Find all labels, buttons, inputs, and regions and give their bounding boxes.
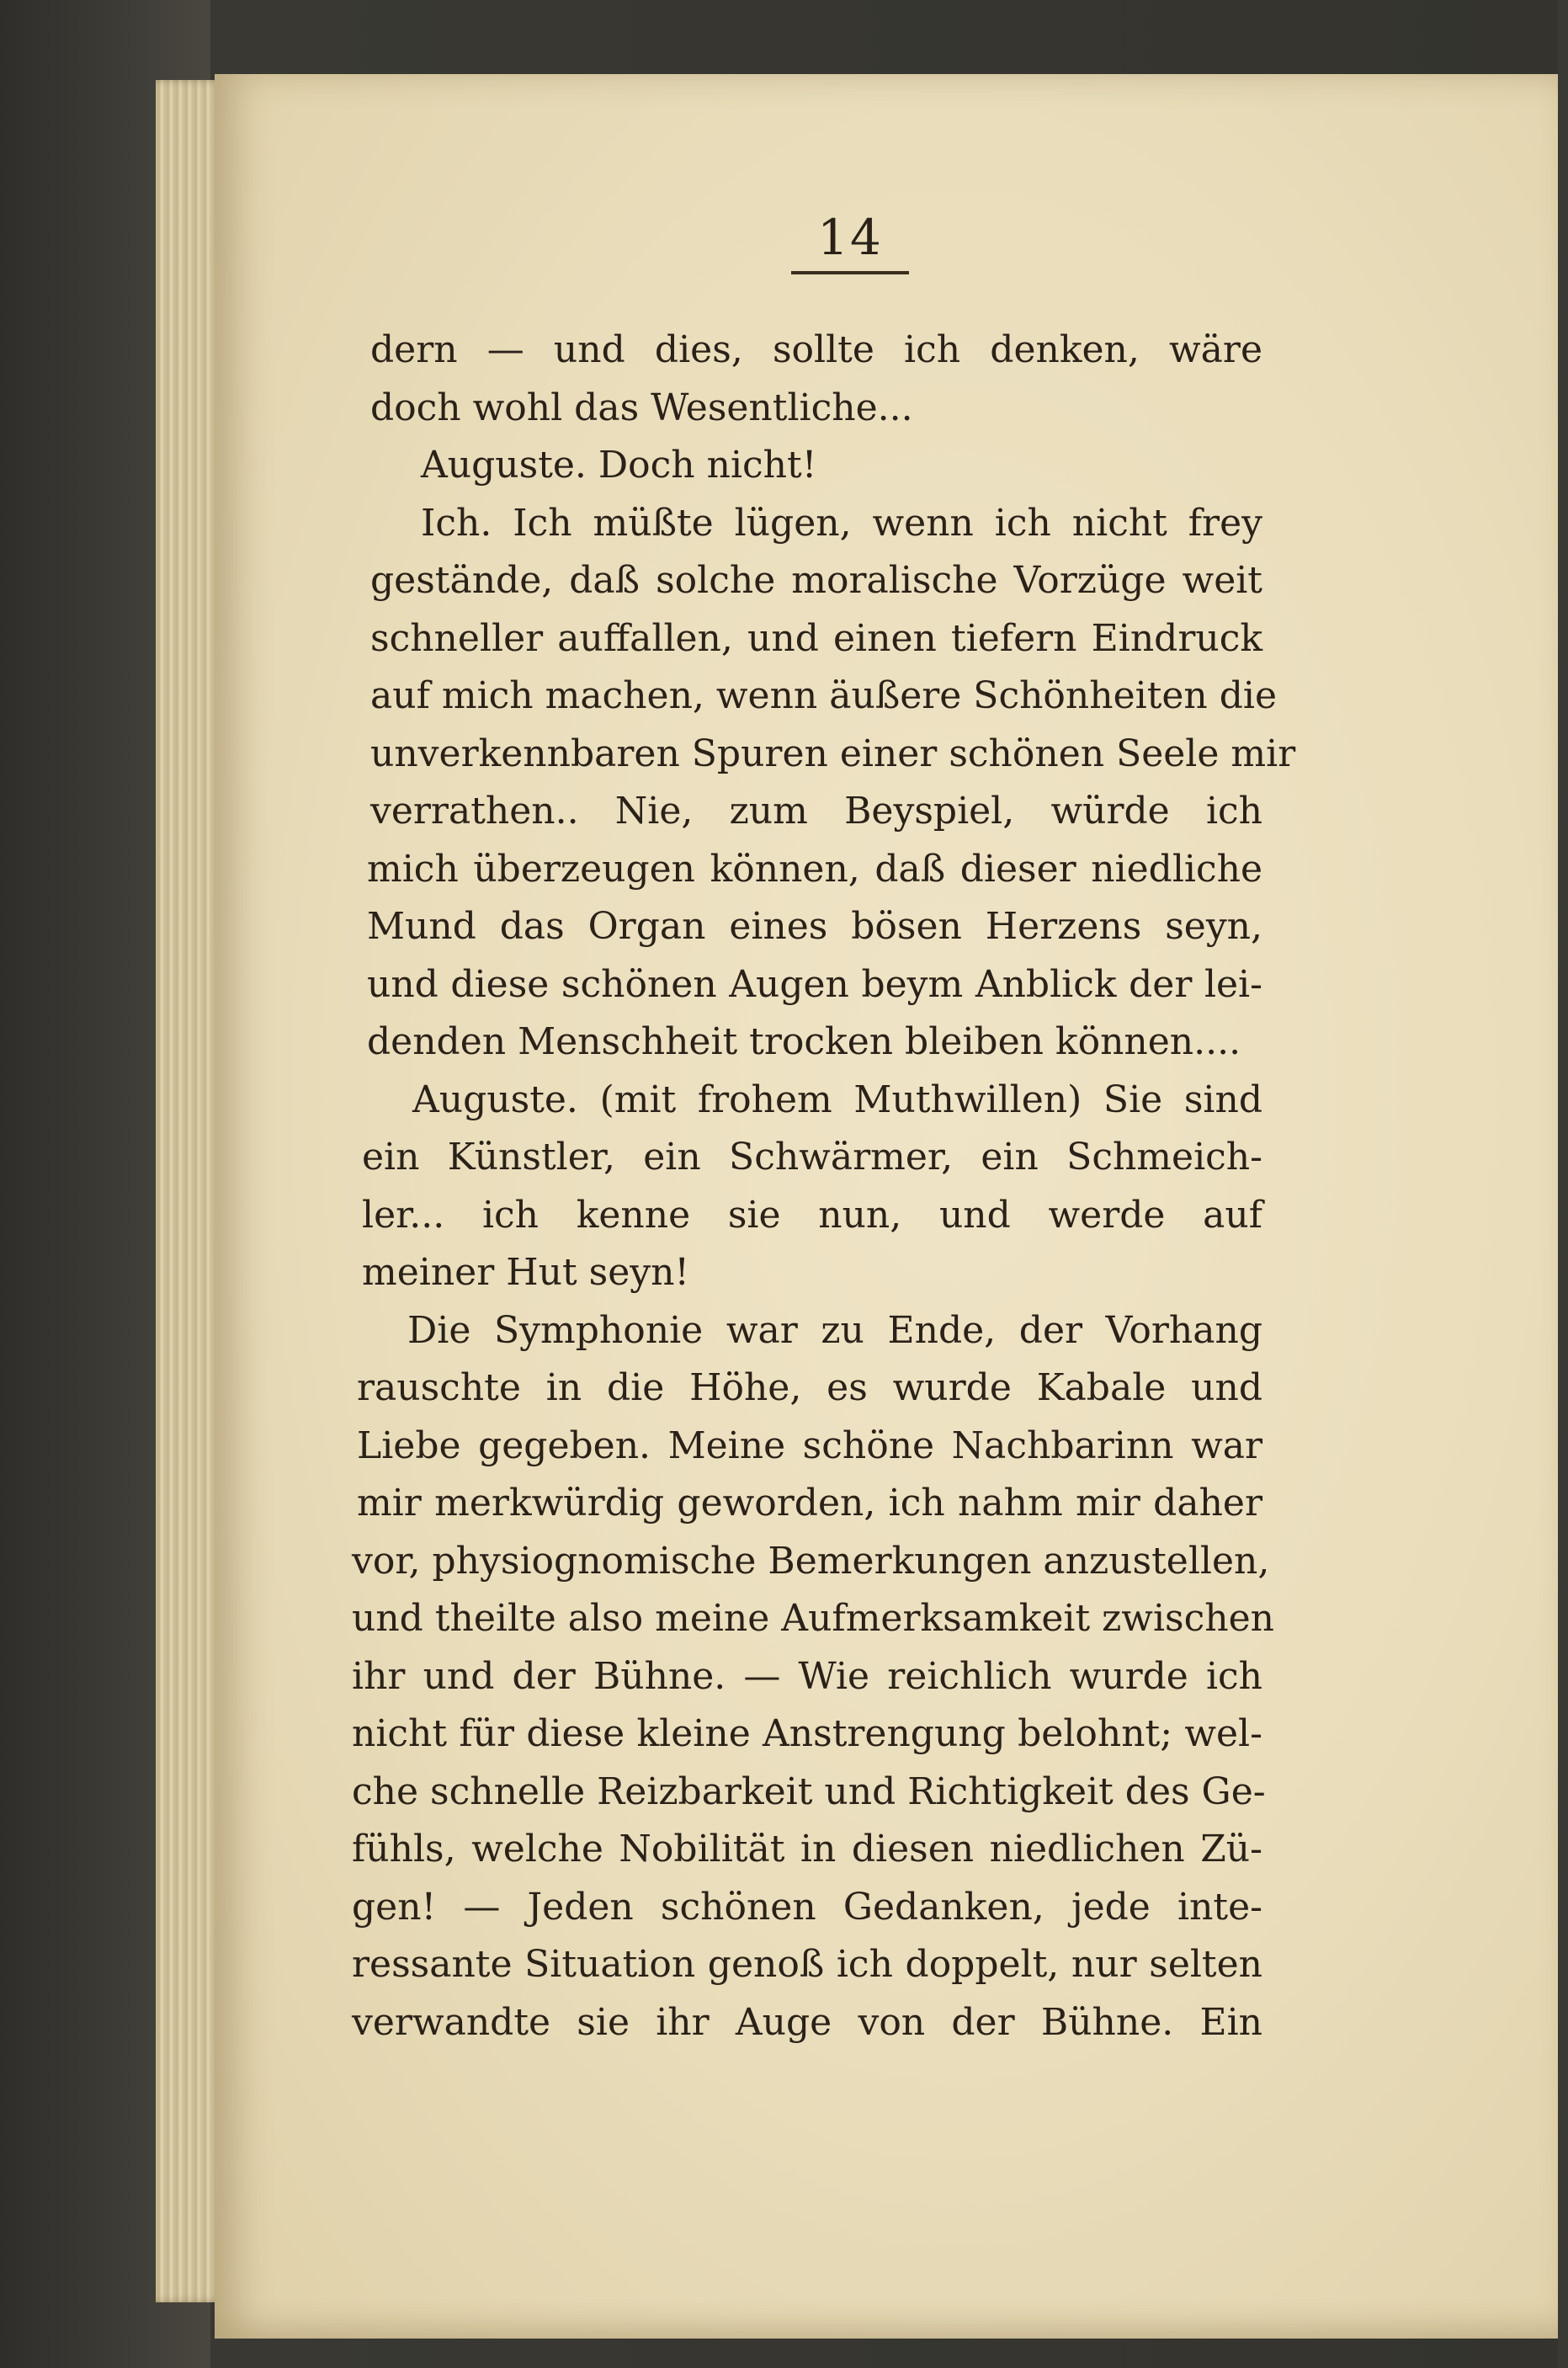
body-text (352, 322, 1296, 2051)
text-line: ler... ich kenne sie nun, und werde auf (362, 1193, 1262, 1237)
text-line: gestände, daß solche moralische Vorzüge weit (370, 559, 1262, 602)
text-line: mich überzeugen können, daß dieser niedliche (367, 847, 1262, 891)
page-number-rule (791, 271, 909, 274)
text-line: nicht für diese kleine Anstrengung belohnt; wel- (352, 1712, 1262, 1755)
text-line: ressante Situation genoß ich doppelt, nur selten (352, 1943, 1262, 1986)
text-line: und diese schönen Augen beym Anblick der lei- (367, 962, 1262, 1006)
text-line: Mund das Organ eines bösen Herzens seyn, (367, 905, 1262, 948)
text-line: gen! — Jeden schönen Gedanken, jede inte- (352, 1885, 1262, 1929)
text-line: che schnelle Reizbarkeit und Richtigkeit des Ge- (352, 1769, 1266, 1813)
text-line: Auguste. Doch nicht! (421, 444, 817, 487)
text-line: meiner Hut seyn! (362, 1251, 690, 1294)
text-line: Liebe gegeben. Meine schöne Nachbarinn war (357, 1423, 1262, 1467)
text-line: denden Menschheit trocken bleiben können.... (367, 1020, 1241, 1063)
text-line: mir merkwürdig geworden, ich nahm mir daher (357, 1482, 1262, 1525)
text-line: Auguste. (mit frohem Muthwillen) Sie sind (412, 1078, 1262, 1121)
page-number: 14 (817, 209, 883, 266)
text-line: schneller auffallen, und einen tiefern Eindruck (370, 616, 1262, 660)
text-line: verwandte sie ihr Auge von der Bühne. Ein (352, 2000, 1262, 2044)
scan-border (1558, 0, 1568, 2368)
text-line: doch wohl das Wesentliche... (370, 386, 913, 429)
text-line: und theilte also meine Aufmerksamkeit zwischen (352, 1597, 1274, 1640)
text-line: ihr und der Bühne. — Wie reichlich wurde ich (352, 1654, 1262, 1698)
text-line: vor, physiognomische Bemerkungen anzustellen, (352, 1539, 1270, 1583)
text-line: verrathen.. Nie, zum Beyspiel, würde ich (370, 790, 1262, 833)
text-line: Die Symphonie war zu Ende, der Vorhang (407, 1308, 1262, 1352)
text-line: dern — und dies, sollte ich denken, wäre (370, 328, 1262, 371)
text-line: fühls, welche Nobilität in diesen niedlichen Zü- (352, 1828, 1262, 1870)
text-line: auf mich machen, wenn äußere Schönheiten die (370, 674, 1278, 717)
text-line: unverkennbaren Spuren einer schönen Seele mir (370, 732, 1296, 775)
text-line: rauschte in die Höhe, es wurde Kabale und (357, 1366, 1262, 1409)
text-line: Ich. Ich müßte lügen, wenn ich nicht frey (421, 501, 1262, 545)
text-line: ein Künstler, ein Schwärmer, ein Schmeich- (362, 1136, 1262, 1179)
